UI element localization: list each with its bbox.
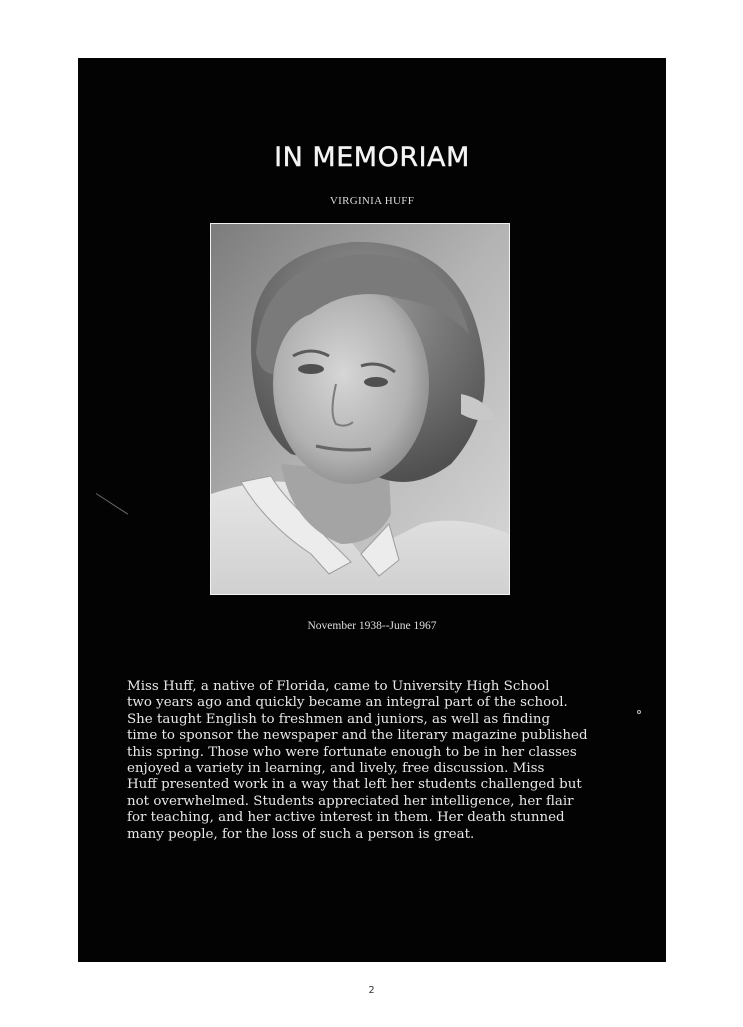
memorial-text-line: two years ago and quickly became an integral part of the school. <box>127 695 568 711</box>
memorial-text-line: Huff presented work in a way that left her students challenged but <box>127 777 582 793</box>
portrait-photo <box>210 223 510 595</box>
memorial-text-line: time to sponsor the newspaper and the literary magazine published <box>127 728 588 744</box>
memorial-text-line: many people, for the loss of such a person is great. <box>127 826 475 842</box>
life-dates: November 1938--June 1967 <box>307 620 437 632</box>
portrait-image <box>211 224 509 594</box>
memorial-text-line: Miss Huff, a native of Florida, came to University High School <box>127 679 550 694</box>
memorial-text-line: enjoyed a variety in learning, and lively, free discussion. Miss <box>127 761 545 777</box>
memorial-text-line: not overwhelmed. Students appreciated her intelligence, her flair <box>127 793 574 809</box>
memorial-text <box>127 679 627 843</box>
subject-name: VIRGINIA HUFF <box>329 195 415 207</box>
page-number: 2 <box>368 985 375 996</box>
memorial-text-line: this spring. Those who were fortunate enough to be in her classes <box>127 744 577 760</box>
scan-dust-speck <box>637 710 641 714</box>
memorial-text-line: She taught English to freshmen and juniors, as well as finding <box>127 711 551 727</box>
memorial-panel <box>78 58 666 962</box>
memorial-text-line: for teaching, and her active interest in them. Her death stunned <box>127 810 565 826</box>
page-title: IN MEMORIAM <box>274 142 470 173</box>
